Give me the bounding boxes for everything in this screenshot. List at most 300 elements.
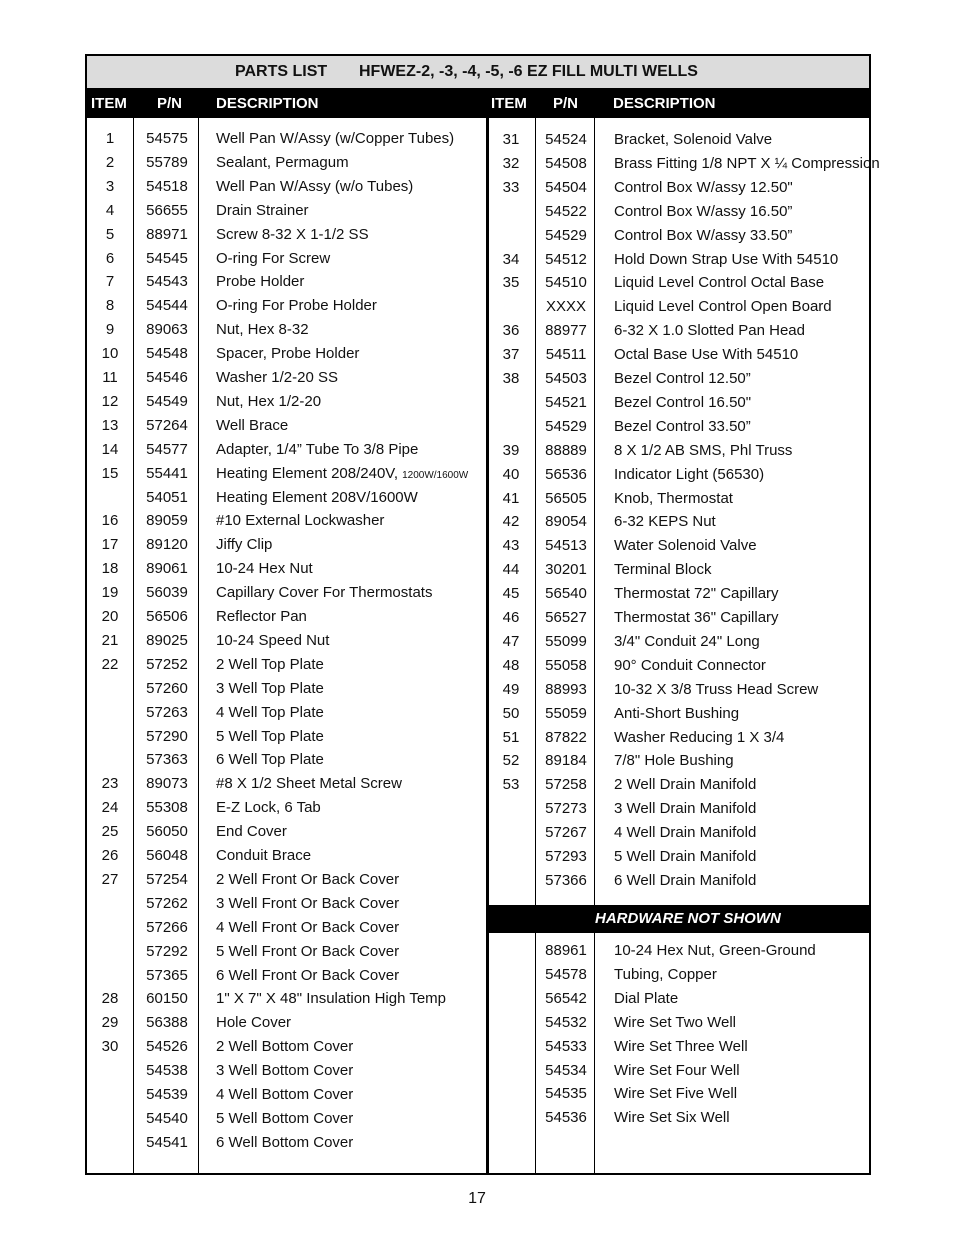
table-row (87, 439, 869, 463)
part-number: 54504 (545, 178, 587, 196)
part-number: 56039 (146, 584, 188, 602)
table-row (87, 963, 869, 987)
description-text: O-ring For Screw (216, 249, 331, 267)
description-text: Nut, Hex 8-32 (216, 321, 309, 339)
table-row (87, 343, 869, 367)
part-description (614, 128, 772, 152)
part-description (614, 726, 784, 750)
description-text: Control Box W/assy 33.50” (614, 226, 793, 244)
part-description (614, 606, 779, 630)
part-description (614, 391, 751, 415)
part-description (614, 869, 756, 893)
part-number: 57290 (146, 727, 188, 745)
item-number: 13 (101, 416, 119, 434)
description-text: Knob, Thermostat (614, 489, 733, 507)
part-number: 89059 (146, 512, 188, 530)
description-text: Water Solenoid Valve (614, 537, 757, 555)
part-number: 57266 (146, 918, 188, 936)
description-text: Well Pan W/Assy (w/Copper Tubes) (216, 130, 455, 147)
header-pn-left: P/N (157, 95, 183, 112)
page-number: 17 (468, 1190, 486, 1207)
part-description (614, 845, 756, 869)
item-number: 28 (101, 990, 119, 1008)
description-text: Probe Holder (216, 273, 305, 291)
description-text: 7/8" Hole Bushing (614, 752, 734, 770)
description-text: 8 X 1/2 AB SMS, Phl Truss (614, 441, 793, 459)
part-number: 88993 (545, 680, 587, 698)
table-row (87, 367, 869, 391)
description-text: #8 X 1/2 Sheet Metal Screw (216, 775, 402, 793)
description-text: Wire Set Two Well (614, 1013, 736, 1031)
part-number: 54512 (545, 250, 587, 268)
part-description (614, 415, 751, 439)
header-pn-right: P/N (553, 95, 579, 112)
part-number: 54521 (545, 393, 587, 411)
item-number: 10 (101, 345, 119, 363)
description-text: Brass Fitting 1/8 NPT X ¼ Compression (614, 154, 880, 172)
description-text: Anti-Short Bushing (614, 704, 740, 722)
part-description (614, 630, 760, 654)
column-header-bar (87, 90, 869, 118)
description-text: 4 Well Drain Manifold (614, 824, 757, 842)
part-description (614, 534, 757, 558)
description-text: Well Pan W/Assy (w/o Tubes) (216, 177, 414, 195)
table-row (87, 702, 869, 726)
description-text: Octal Base Use With 54510 (614, 346, 799, 364)
description-text: Washer Reducing 1 X 3/4 (614, 728, 785, 746)
part-description (614, 582, 779, 606)
table-title: PARTS LIST (235, 63, 328, 80)
table-row (87, 654, 869, 678)
part-description (614, 558, 712, 582)
item-number: 32 (502, 154, 520, 172)
part-number: 54540 (146, 1109, 188, 1127)
description-text: Hold Down Strap Use With 54510 (614, 250, 839, 268)
table-row (87, 821, 869, 845)
description-text: Control Box W/assy 16.50” (614, 202, 793, 220)
description-text: 5 Well Bottom Cover (216, 1109, 354, 1127)
item-number: 1 (105, 130, 115, 147)
part-description (614, 271, 824, 295)
table-row (87, 200, 869, 224)
description-text: Tubing, Copper (614, 965, 717, 983)
part-number: 89054 (545, 513, 587, 531)
part-description (614, 367, 751, 391)
part-number: 54541 (146, 1133, 188, 1151)
part-number: 54534 (545, 1061, 587, 1079)
header-item-left: ITEM (91, 95, 127, 112)
part-description (614, 510, 716, 534)
part-number: 54511 (545, 346, 587, 364)
part-number: 55059 (545, 704, 587, 722)
description-text: Jiffy Clip (216, 536, 273, 554)
item-number: 25 (101, 823, 119, 841)
description-text: Heating Element 208V/1600W (216, 488, 418, 506)
part-description (614, 463, 764, 487)
part-description (614, 773, 756, 797)
description-text: 4 Well Top Plate (216, 703, 324, 721)
description-text: 1" X 7" X 48" Insulation High Temp (216, 990, 446, 1008)
description-text: Indicator Light (56530) (614, 465, 765, 483)
table-row (87, 869, 869, 893)
part-number: 54575 (146, 130, 188, 147)
table-row (87, 726, 869, 750)
part-number: 54529 (545, 226, 587, 244)
description-text: 2 Well Drain Manifold (614, 776, 757, 794)
table-row (87, 534, 869, 558)
description-text: 5 Well Front Or Back Cover (216, 942, 400, 960)
description-text: Screw 8-32 X 1-1/2 SS (216, 225, 369, 243)
part-number: XXXX (545, 298, 587, 316)
part-number: 54549 (146, 392, 188, 410)
description-text: Wire Set Three Well (614, 1037, 748, 1055)
part-number: 54529 (545, 417, 587, 435)
part-number: 56540 (545, 585, 587, 603)
description-text: Wire Set Six Well (614, 1109, 730, 1127)
description-text: 6 Well Bottom Cover (216, 1133, 354, 1151)
part-number: 57260 (146, 679, 188, 697)
header-description-right: DESCRIPTION (613, 95, 716, 112)
part-number: 55058 (545, 656, 587, 674)
part-number: 54538 (146, 1062, 188, 1080)
description-text: 4 Well Bottom Cover (216, 1086, 354, 1103)
part-description (216, 1131, 353, 1155)
part-number: 55789 (146, 153, 188, 171)
part-number: 54545 (146, 249, 188, 267)
part-number: 54578 (545, 965, 587, 983)
description-note: 1200W/1600W (402, 469, 469, 481)
description-text: Dial Plate (614, 989, 679, 1007)
part-number: 54548 (146, 345, 188, 363)
part-number: 89025 (146, 631, 188, 649)
description-text: Bezel Control 16.50" (614, 393, 752, 411)
item-number: 12 (101, 392, 119, 410)
hardware-not-shown-label: HARDWARE NOT SHOWN (595, 910, 781, 927)
part-number: 54577 (146, 440, 188, 458)
part-number: 57258 (545, 776, 587, 794)
table-row (87, 224, 869, 248)
description-text: Nut, Hex 1/2-20 (216, 392, 322, 410)
header-description-left: DESCRIPTION (216, 95, 319, 112)
description-text: 3 Well Bottom Cover (216, 1062, 354, 1080)
item-number: 2 (105, 153, 115, 171)
description-text: Washer 1/2-20 SS (216, 369, 338, 386)
table-row (87, 606, 869, 630)
part-number: 55099 (545, 632, 587, 650)
parts-list-table (85, 54, 880, 1175)
table-row (87, 487, 869, 511)
item-number: 17 (101, 536, 119, 554)
part-number: 56536 (545, 465, 587, 483)
part-number: 54539 (146, 1086, 188, 1103)
item-number: 45 (502, 585, 520, 603)
description-text: 2 Well Bottom Cover (216, 1038, 354, 1056)
part-number: 57365 (146, 966, 188, 984)
table-row (87, 892, 869, 916)
part-number: 55308 (146, 799, 188, 817)
table-row (87, 916, 869, 940)
description-text: 10-24 Speed Nut (216, 631, 330, 649)
part-description (614, 439, 792, 463)
description-text: 5 Well Top Plate (216, 727, 324, 745)
table-row (87, 271, 869, 295)
part-number: 57366 (545, 871, 587, 889)
item-number: 4 (105, 201, 115, 219)
description-text: Bezel Control 33.50” (614, 417, 751, 435)
description-text: Wire Set Five Well (614, 1085, 738, 1103)
description-text: 10-24 Hex Nut, Green-Ground (614, 942, 816, 959)
table-row (87, 510, 869, 534)
part-number: 87822 (545, 728, 587, 746)
item-number: 48 (502, 656, 520, 674)
part-number: 57273 (545, 800, 587, 818)
description-text: Capillary Cover For Thermostats (216, 584, 433, 602)
description-text: Spacer, Probe Holder (216, 345, 360, 363)
part-number: 57263 (146, 703, 188, 721)
item-number: 40 (502, 465, 520, 483)
part-description (614, 295, 832, 319)
item-number: 22 (101, 655, 119, 673)
part-description (614, 343, 798, 367)
part-number: 54535 (545, 1085, 587, 1103)
table-row (87, 582, 869, 606)
part-number: 54532 (545, 1013, 587, 1031)
part-number: 54544 (146, 297, 188, 315)
description-text: Conduit Brace (216, 847, 312, 864)
item-number: 24 (101, 799, 119, 817)
table-title-bar (87, 56, 869, 90)
description-text: #10 External Lockwasher (216, 512, 385, 530)
table-row (87, 630, 869, 654)
part-number: 54533 (545, 1037, 587, 1055)
part-description (614, 654, 766, 678)
part-number: 60150 (146, 990, 188, 1008)
part-description (614, 702, 739, 726)
part-number: 55441 (146, 464, 188, 482)
description-text: 6 Well Top Plate (216, 751, 324, 769)
part-description (614, 821, 756, 845)
table-row (87, 176, 869, 200)
description-text: Adapter, 1/4” Tube To 3/8 Pipe (216, 440, 419, 458)
part-number: 54508 (545, 154, 587, 172)
description-text: Hole Cover (216, 1014, 292, 1032)
description-text: 3/4" Conduit 24" Long (614, 632, 760, 650)
part-number: 54526 (146, 1038, 188, 1056)
description-text: 10-24 Hex Nut (216, 560, 313, 578)
item-number: 35 (502, 274, 520, 292)
part-number: 54546 (146, 369, 188, 386)
description-text: 6-32 X 1.0 Slotted Pan Head (614, 322, 805, 340)
header-item-right: ITEM (491, 95, 527, 112)
item-number: 41 (502, 489, 520, 507)
table-row (87, 1082, 869, 1106)
item-number: 43 (502, 537, 520, 555)
description-text: Heating Element 208/240V, (216, 464, 399, 482)
item-number: 31 (502, 131, 520, 148)
part-number: 57254 (146, 870, 188, 888)
description-text: Wire Set Four Well (614, 1061, 740, 1079)
description-text: 4 Well Front Or Back Cover (216, 918, 400, 936)
description-text: 3 Well Front Or Back Cover (216, 894, 400, 912)
item-number: 44 (502, 561, 520, 579)
table-row (87, 845, 869, 869)
item-number: 47 (502, 632, 520, 650)
table-row (87, 1059, 869, 1083)
table-row (87, 248, 869, 272)
description-text: E-Z Lock, 6 Tab (216, 799, 321, 817)
table-row (87, 295, 869, 319)
table-row (87, 797, 869, 821)
part-number: 56655 (146, 201, 188, 219)
part-description (216, 892, 399, 916)
part-description (614, 678, 818, 702)
item-number: 29 (101, 1014, 119, 1032)
table-row (87, 319, 869, 343)
part-number: 57363 (146, 751, 188, 769)
part-number: 56527 (545, 609, 587, 626)
part-description (614, 1011, 736, 1035)
table-row (87, 939, 869, 963)
description-text: Well Brace (216, 416, 289, 434)
item-number: 3 (105, 177, 115, 195)
description-text: Bracket, Solenoid Valve (614, 131, 773, 148)
description-text: 6-32 KEPS Nut (614, 513, 716, 531)
part-number: 89061 (146, 560, 188, 578)
table-row (87, 1035, 869, 1059)
item-number: 20 (101, 608, 119, 625)
item-number: 6 (105, 249, 115, 267)
part-number: 54051 (146, 488, 188, 506)
part-number: 88889 (545, 441, 587, 459)
table-row (87, 558, 869, 582)
description-text: Sealant, Permagum (216, 153, 349, 171)
item-number: 9 (105, 321, 115, 339)
item-number: 5 (105, 225, 115, 243)
description-text: Thermostat 72" Capillary (614, 585, 779, 603)
description-text: 90° Conduit Connector (614, 656, 766, 674)
table-row (87, 749, 869, 773)
part-description (614, 1035, 748, 1059)
part-description (614, 487, 733, 511)
item-number: 50 (502, 704, 520, 722)
table-row (87, 415, 869, 439)
item-number: 11 (102, 369, 118, 386)
part-number: 30201 (545, 561, 587, 579)
item-number: 53 (502, 776, 520, 794)
part-description (614, 987, 678, 1011)
description-text: 3 Well Drain Manifold (614, 800, 757, 818)
table-row (87, 1106, 869, 1130)
item-number: 39 (502, 441, 520, 459)
description-text: 3 Well Top Plate (216, 679, 324, 697)
part-number: 57267 (545, 824, 587, 842)
item-number: 27 (101, 870, 119, 888)
part-number: 88971 (146, 225, 188, 243)
description-text: Liquid Level Control Open Board (614, 298, 832, 316)
part-number: 54536 (545, 1109, 587, 1127)
item-number: 30 (101, 1038, 119, 1056)
description-text: Terminal Block (614, 561, 712, 579)
description-text: Reflector Pan (216, 608, 307, 625)
part-number: 54522 (545, 202, 587, 220)
part-description (614, 248, 838, 272)
table-row (87, 1131, 869, 1155)
table-row (87, 128, 869, 152)
item-number: 49 (502, 680, 520, 698)
item-number: 42 (502, 513, 520, 531)
description-text: Bezel Control 12.50” (614, 370, 751, 387)
part-number: 57262 (146, 894, 188, 912)
item-number: 15 (101, 464, 119, 482)
item-number: 23 (101, 775, 119, 793)
item-number: 37 (502, 346, 520, 364)
description-text: 5 Well Drain Manifold (614, 848, 757, 865)
part-number: 57292 (146, 942, 188, 960)
description-text: End Cover (216, 823, 287, 841)
part-number: 54503 (545, 370, 587, 387)
part-description (614, 749, 734, 773)
part-number: 88961 (545, 942, 587, 959)
model-title: HFWEZ-2, -3, -4, -5, -6 EZ FILL MULTI WELLS (359, 63, 698, 80)
part-description (216, 916, 399, 940)
item-number: 18 (101, 560, 119, 578)
part-number: 57252 (146, 655, 188, 673)
part-number: 57264 (146, 416, 188, 434)
item-number: 16 (101, 512, 119, 530)
table-row (87, 463, 869, 487)
item-number: 8 (105, 297, 115, 315)
part-description (614, 797, 756, 821)
table-row (87, 391, 869, 415)
description-text: 2 Well Front Or Back Cover (216, 870, 400, 888)
item-number: 51 (502, 728, 520, 746)
part-number: 56505 (545, 489, 587, 507)
description-text: O-ring For Probe Holder (216, 297, 377, 315)
description-text: Drain Strainer (216, 201, 309, 219)
part-number: 89184 (545, 752, 587, 770)
description-text: Control Box W/assy 12.50" (614, 178, 793, 196)
item-number: 52 (502, 752, 520, 770)
part-number: 89120 (146, 536, 188, 554)
item-number: 33 (502, 178, 520, 196)
table-row (87, 773, 869, 797)
part-number: 56506 (146, 608, 188, 625)
item-number: 21 (101, 631, 119, 649)
part-number: 54518 (146, 177, 188, 195)
part-number: 54513 (545, 537, 587, 555)
part-description (614, 1059, 740, 1083)
description-text: 6 Well Drain Manifold (614, 871, 757, 889)
part-description (614, 319, 805, 343)
item-number: 38 (502, 370, 520, 387)
description-text: 10-32 X 3/8 Truss Head Screw (614, 680, 819, 698)
part-description (614, 224, 792, 248)
part-number: 88977 (545, 322, 587, 340)
item-number: 7 (105, 273, 115, 291)
part-description (614, 176, 793, 200)
table-row (87, 152, 880, 176)
part-number: 89063 (146, 321, 188, 339)
table-row (87, 987, 869, 1011)
description-text: 2 Well Top Plate (216, 655, 324, 673)
part-number: 57293 (545, 848, 587, 865)
item-number: 14 (101, 440, 119, 458)
item-number: 19 (101, 584, 119, 602)
item-number: 46 (502, 609, 520, 626)
part-description (614, 1082, 737, 1106)
part-number: 56542 (545, 989, 587, 1007)
part-description (614, 200, 792, 224)
